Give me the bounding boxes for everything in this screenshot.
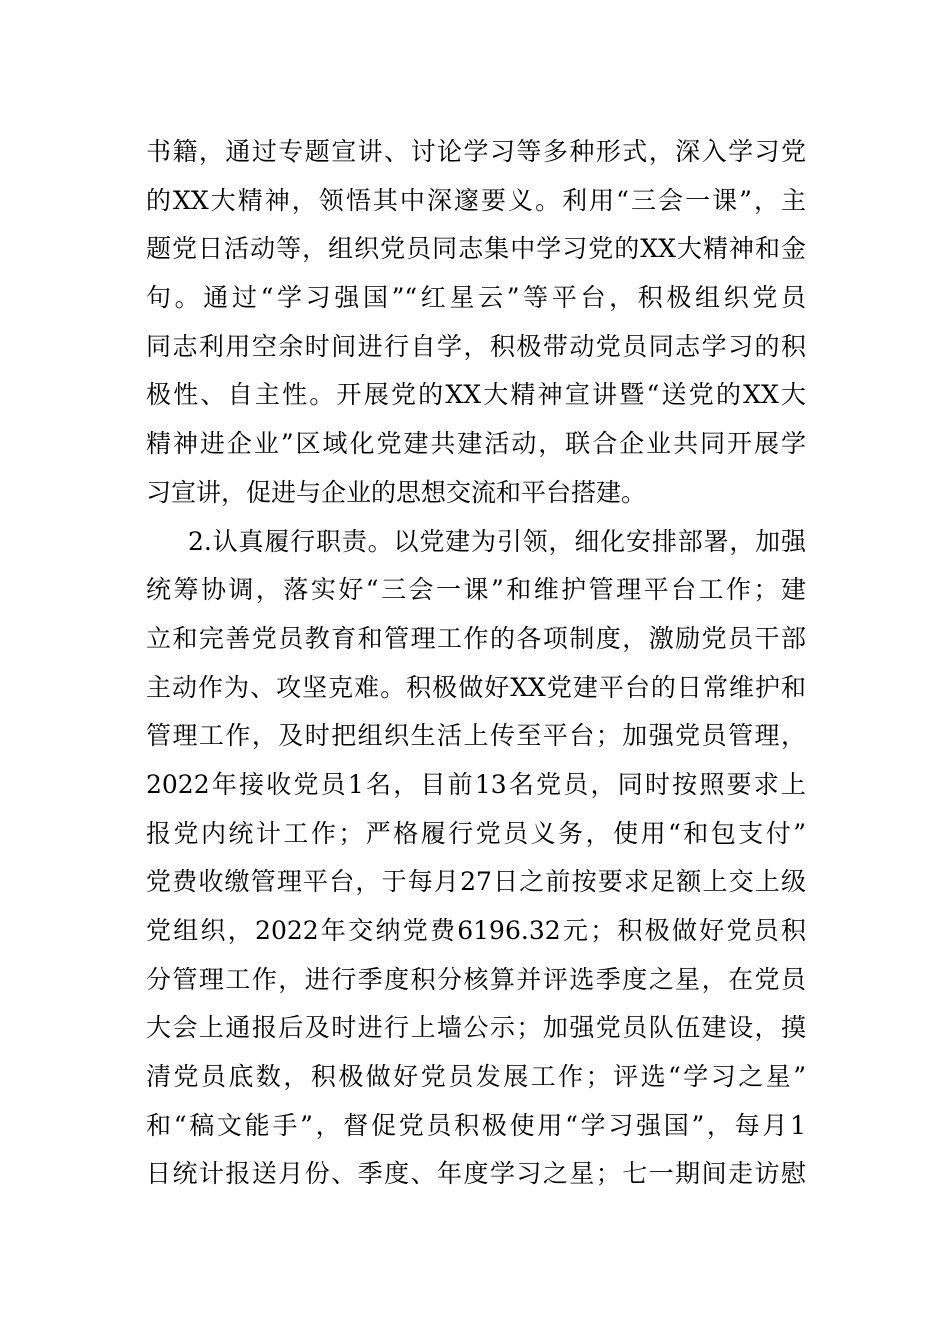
text-line: 大会上通报后及时进行上墙公示；加强党员队伍建设，摸	[146, 1013, 806, 1043]
text-line: 和“稿文能手”，督促党员积极使用“学习强国”，每月1	[146, 1110, 806, 1140]
text-line: 分管理工作，进行季度积分核算并评选季度之星，在党员	[146, 964, 806, 994]
text-line: 句。通过“学习强国”“红星云”等平台，积极组织党员	[146, 283, 806, 313]
text-line: 管理工作，及时把组织生活上传至平台；加强党员管理，	[146, 721, 806, 751]
text-line: 极性、自主性。开展党的XX大精神宣讲暨“送党的XX大	[146, 380, 806, 410]
text-line: 2022年接收党员1名，目前13名党员，同时按照要求上	[146, 769, 806, 799]
text-line: 立和完善党员教育和管理工作的各项制度，激励党员干部	[146, 623, 806, 653]
text-line: 统筹协调，落实好“三会一课”和维护管理平台工作；建	[146, 575, 806, 605]
text-line: 题党日活动等，组织党员同志集中学习党的XX大精神和金	[146, 234, 806, 264]
text-line: 报党内统计工作；严格履行党员义务，使用“和包支付”	[146, 818, 806, 848]
text-line: 同志利用空余时间进行自学，积极带动党员同志学习的积	[146, 331, 806, 361]
paragraph-start-line: 2.认真履行职责。以党建为引领，细化安排部署，加强	[188, 526, 806, 556]
text-line: 日统计报送月份、季度、年度学习之星；七一期间走访慰	[146, 1159, 806, 1189]
text-line: 习宣讲，促进与企业的思想交流和平台搭建。	[146, 477, 647, 507]
text-line: 党组织，2022年交纳党费6196.32元；积极做好党员积	[146, 916, 806, 945]
text-line: 主动作为、攻坚克难。积极做好XX党建平台的日常维护和	[146, 672, 806, 702]
text-line: 书籍，通过专题宣讲、讨论学习等多种形式，深入学习党	[146, 137, 806, 166]
text-line: 党费收缴管理平台，于每月27日之前按要求足额上交上级	[146, 867, 806, 897]
text-line: 清党员底数，积极做好党员发展工作；评选“学习之星”	[146, 1062, 806, 1092]
document-body	[146, 128, 806, 1199]
text-line: 的XX大精神，领悟其中深邃要义。利用“三会一课”，主	[146, 185, 806, 215]
text-line: 精神进企业”区域化党建共建活动，联合企业共同开展学	[146, 429, 806, 459]
